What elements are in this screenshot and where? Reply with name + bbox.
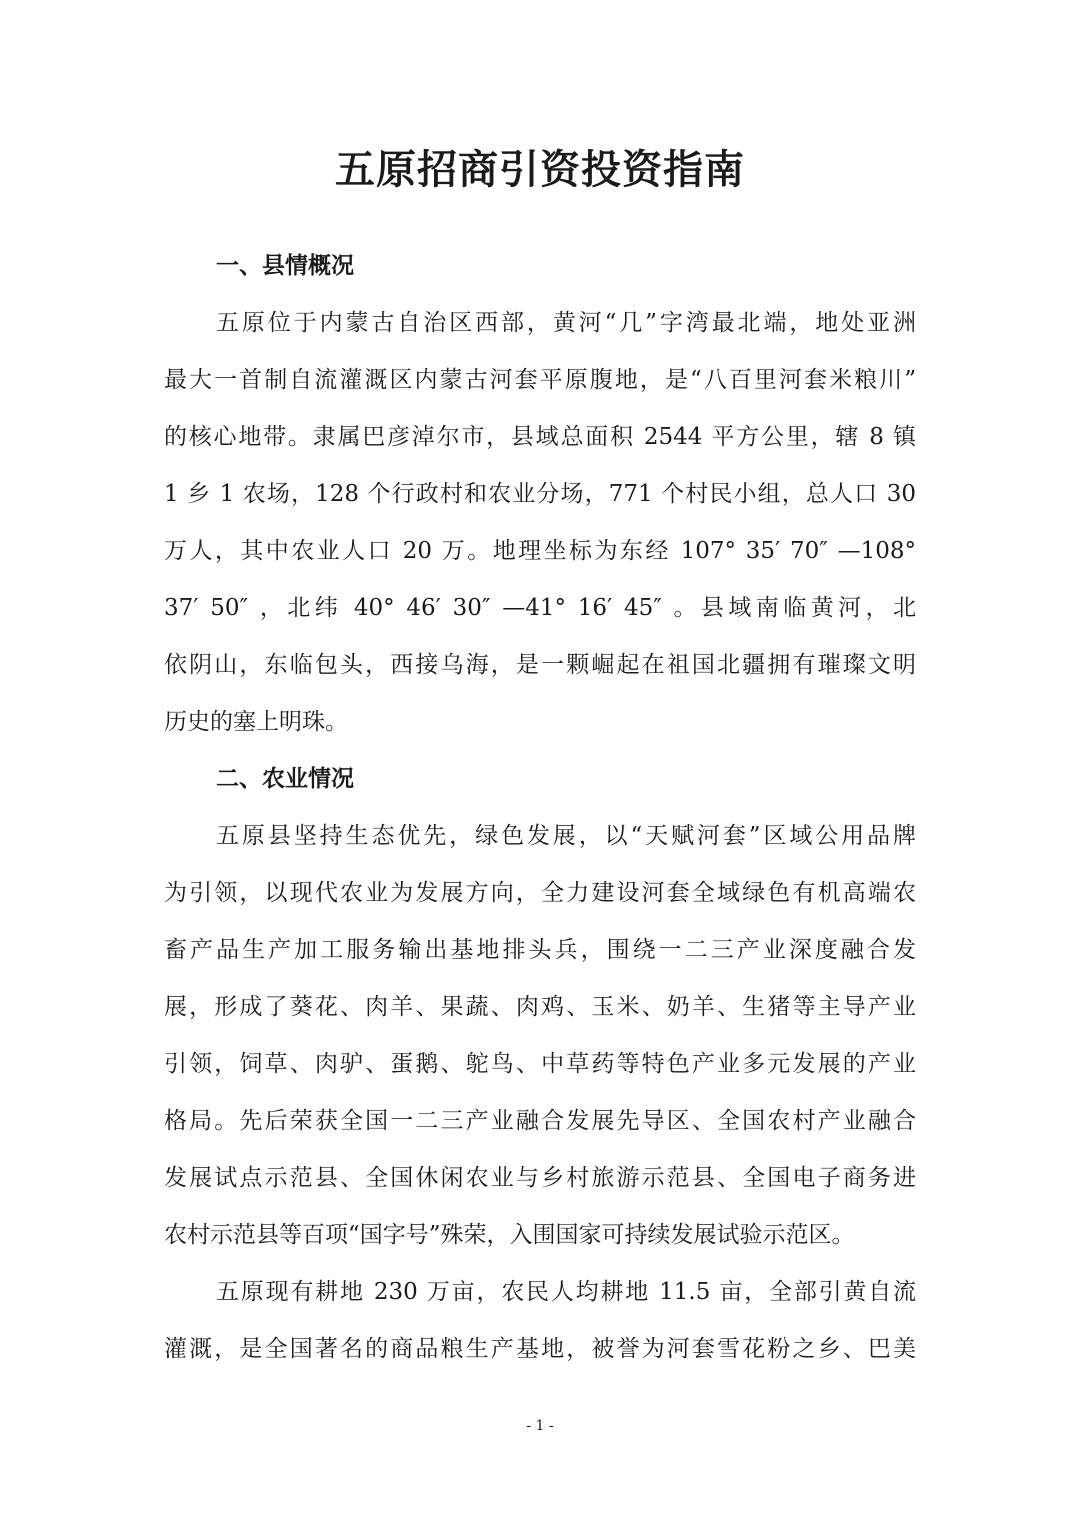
text-line: 灌溉，是全国著名的商品粮生产基地，被誉为河套雪花粉之乡、巴美 xyxy=(164,1336,916,1362)
text-line: 发展试点示范县、全国休闲农业与乡村旅游示范县、全国电子商务进 xyxy=(164,1165,916,1191)
text-line: 畜产品生产加工服务输出基地排头兵，围绕一二三产业深度融合发 xyxy=(164,937,916,963)
document-body xyxy=(164,238,916,1378)
text-line: 格局。先后荣获全国一二三产业融合发展先导区、全国农村产业融合 xyxy=(164,1108,916,1134)
text-line: 依阴山，东临包头，西接乌海，是一颗崛起在祖国北疆拥有璀璨文明 xyxy=(164,652,916,678)
text-line: 为引领，以现代农业为发展方向，全力建设河套全域绿色有机高端农 xyxy=(164,880,916,906)
paragraph xyxy=(164,808,916,1264)
document-title: 五原招商引资投资指南 xyxy=(335,146,745,193)
section-heading: 一、县情概况 xyxy=(216,253,354,279)
paragraph xyxy=(164,295,916,751)
text-line: 五原现有耕地 230 万亩，农民人均耕地 11.5 亩，全部引黄自流 xyxy=(216,1279,916,1305)
paragraph xyxy=(164,1264,916,1378)
text-line: 引领，饲草、肉驴、蛋鹅、鸵鸟、中草药等特色产业多元发展的产业 xyxy=(164,1051,916,1077)
text-line: 五原位于内蒙古自治区西部，黄河“几”字湾最北端，地处亚洲 xyxy=(216,310,916,336)
section-heading: 二、农业情况 xyxy=(216,766,354,792)
text-line: 万人，其中农业人口 20 万。地理坐标为东经 107° 35′ 70″ —108° xyxy=(164,538,916,564)
text-line: 1 乡 1 农场，128 个行政村和农业分场，771 个村民小组，总人口 30 xyxy=(164,481,916,507)
text-line: 农村示范县等百项“国字号”殊荣，入围国家可持续发展试验示范区。 xyxy=(164,1222,855,1248)
text-line: 历史的塞上明珠。 xyxy=(164,709,348,735)
page-number: - 1 - xyxy=(526,1418,554,1434)
text-line: 展，形成了葵花、肉羊、果蔬、肉鸡、玉米、奶羊、生猪等主导产业 xyxy=(164,994,916,1020)
text-line: 最大一首制自流灌溉区内蒙古河套平原腹地，是“八百里河套米粮川” xyxy=(164,367,916,393)
text-line: 37′ 50″ ，北纬 40° 46′ 30″ —41° 16′ 45″ 。县域南临黄河，北 xyxy=(164,595,916,621)
text-line: 的核心地带。隶属巴彦淖尔市，县域总面积 2544 平方公里，辖 8 镇 xyxy=(164,424,916,450)
text-line: 五原县坚持生态优先，绿色发展，以“天赋河套”区域公用品牌 xyxy=(216,823,916,849)
